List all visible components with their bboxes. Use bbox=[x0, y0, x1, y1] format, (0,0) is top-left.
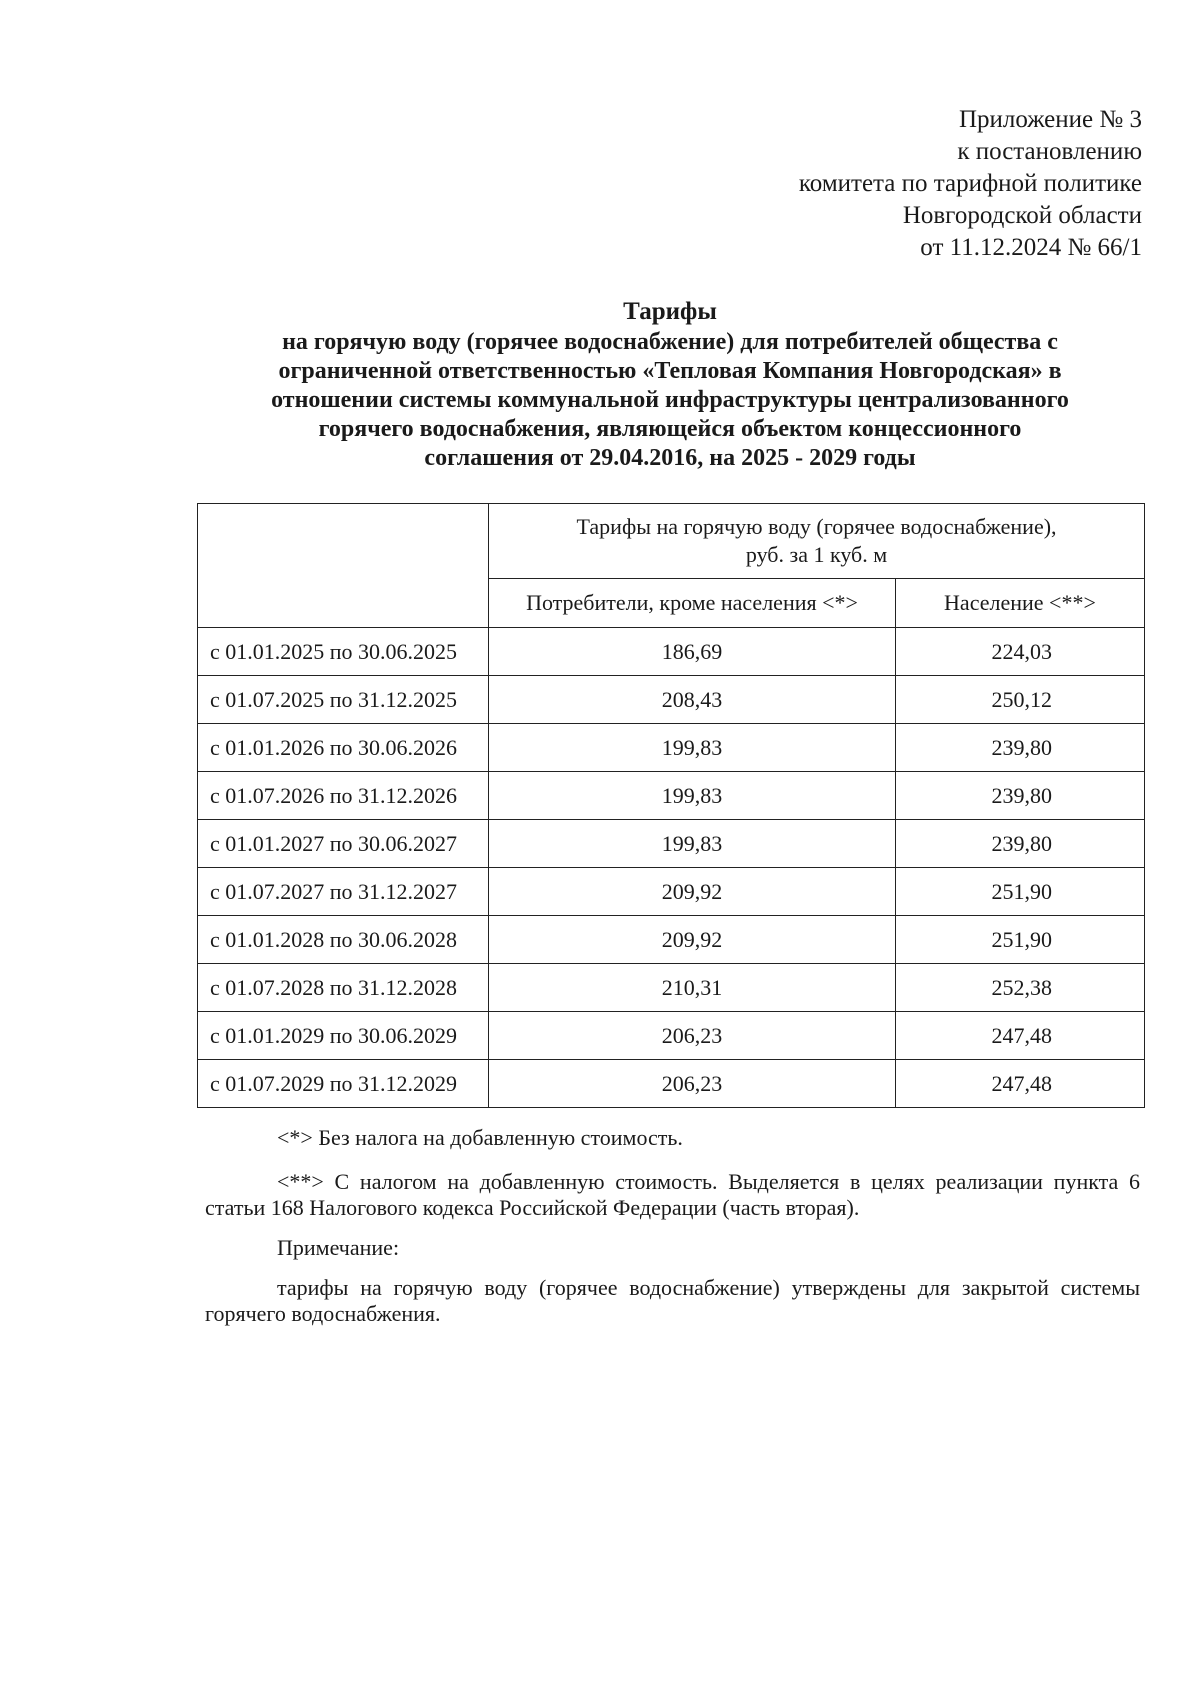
table-row bbox=[198, 772, 1145, 820]
appendix-reference bbox=[799, 104, 1142, 264]
appendix-to-resolution: к постановлению bbox=[957, 138, 1142, 165]
period-cell: с 01.01.2028 по 30.06.2028 bbox=[198, 916, 489, 964]
period-cell: с 01.07.2025 по 31.12.2025 bbox=[198, 676, 489, 724]
population-tariff-cell: 251,90 bbox=[895, 868, 1144, 916]
footnotes bbox=[205, 1125, 1140, 1341]
appendix-committee: комитета по тарифной политике bbox=[798, 170, 1142, 197]
table-row bbox=[198, 1060, 1145, 1108]
population-tariff-cell: 239,80 bbox=[895, 772, 1144, 820]
period-cell: с 01.07.2029 по 31.12.2029 bbox=[198, 1060, 489, 1108]
footnote-1: <*> Без налога на добавленную стоимость. bbox=[277, 1125, 683, 1150]
population-tariff-cell: 247,48 bbox=[895, 1060, 1144, 1108]
table-row bbox=[198, 676, 1145, 724]
title-line-2: ограниченной ответственностью «Тепловая Компания Новгородская» в bbox=[278, 358, 1062, 384]
title-line-4: горячего водоснабжения, являющейся объектом концессионного bbox=[318, 416, 1022, 442]
other-consumers-tariff-cell: 210,31 bbox=[489, 964, 896, 1012]
tariff-table bbox=[197, 503, 1145, 1108]
title-main: Тарифы bbox=[623, 298, 717, 325]
period-cell: с 01.07.2027 по 31.12.2027 bbox=[198, 868, 489, 916]
document-title bbox=[170, 296, 1170, 473]
other-consumers-tariff-cell: 199,83 bbox=[489, 772, 896, 820]
table-header-row bbox=[198, 504, 1145, 579]
other-consumers-tariff-cell: 206,23 bbox=[489, 1060, 896, 1108]
table-row bbox=[198, 964, 1145, 1012]
population-tariff-cell: 247,48 bbox=[895, 1012, 1144, 1060]
footnote-2: <**> С налогом на добавленную стоимость. Выделяется в целях реализации пункта 6 статьи 168 Налогового кодекса Российской Федерации (часть вторая). bbox=[205, 1169, 1140, 1220]
population-tariff-cell: 250,12 bbox=[895, 676, 1144, 724]
appendix-number: Приложение № 3 bbox=[958, 106, 1142, 133]
table-row bbox=[198, 820, 1145, 868]
other-consumers-tariff-cell: 209,92 bbox=[489, 916, 896, 964]
title-line-1: на горячую воду (горячее водоснабжение) для потребителей общества с bbox=[282, 329, 1058, 355]
other-consumers-tariff-cell: 199,83 bbox=[489, 724, 896, 772]
other-consumers-tariff-cell: 206,23 bbox=[489, 1012, 896, 1060]
period-cell: с 01.01.2029 по 30.06.2029 bbox=[198, 1012, 489, 1060]
other-consumers-tariff-cell: 186,69 bbox=[489, 628, 896, 676]
period-cell: с 01.01.2026 по 30.06.2026 bbox=[198, 724, 489, 772]
header-empty-cell bbox=[198, 504, 489, 628]
table-row bbox=[198, 1012, 1145, 1060]
header-group-line-2: руб. за 1 куб. м bbox=[745, 542, 888, 567]
remark-text: тарифы на горячую воду (горячее водоснабжение) утверждены для закрытой системы горячего водоснабжения. bbox=[205, 1275, 1140, 1326]
title-line-3: отношении системы коммунальной инфраструктуры централизованного bbox=[271, 387, 1069, 413]
title-line-5: соглашения от 29.04.2016, на 2025 - 2029 годы bbox=[424, 445, 916, 471]
table-row bbox=[198, 724, 1145, 772]
population-tariff-cell: 239,80 bbox=[895, 724, 1144, 772]
period-cell: с 01.07.2026 по 31.12.2026 bbox=[198, 772, 489, 820]
appendix-date-number: от 11.12.2024 № 66/1 bbox=[920, 234, 1142, 261]
period-cell: с 01.01.2025 по 30.06.2025 bbox=[198, 628, 489, 676]
header-population: Население <**> bbox=[895, 579, 1144, 628]
period-cell: с 01.01.2027 по 30.06.2027 bbox=[198, 820, 489, 868]
population-tariff-cell: 251,90 bbox=[895, 916, 1144, 964]
population-tariff-cell: 239,80 bbox=[895, 820, 1144, 868]
header-other-consumers: Потребители, кроме населения <*> bbox=[489, 579, 896, 628]
remark-label: Примечание: bbox=[277, 1235, 400, 1260]
appendix-region: Новгородской области bbox=[902, 202, 1142, 229]
other-consumers-tariff-cell: 199,83 bbox=[489, 820, 896, 868]
table-row bbox=[198, 868, 1145, 916]
population-tariff-cell: 252,38 bbox=[895, 964, 1144, 1012]
header-tariff-group bbox=[489, 504, 1145, 579]
header-group-line-1: Тарифы на горячую воду (горячее водоснабжение), bbox=[576, 514, 1057, 539]
period-cell: с 01.07.2028 по 31.12.2028 bbox=[198, 964, 489, 1012]
population-tariff-cell: 224,03 bbox=[895, 628, 1144, 676]
other-consumers-tariff-cell: 209,92 bbox=[489, 868, 896, 916]
table-row bbox=[198, 916, 1145, 964]
other-consumers-tariff-cell: 208,43 bbox=[489, 676, 896, 724]
table-row bbox=[198, 628, 1145, 676]
